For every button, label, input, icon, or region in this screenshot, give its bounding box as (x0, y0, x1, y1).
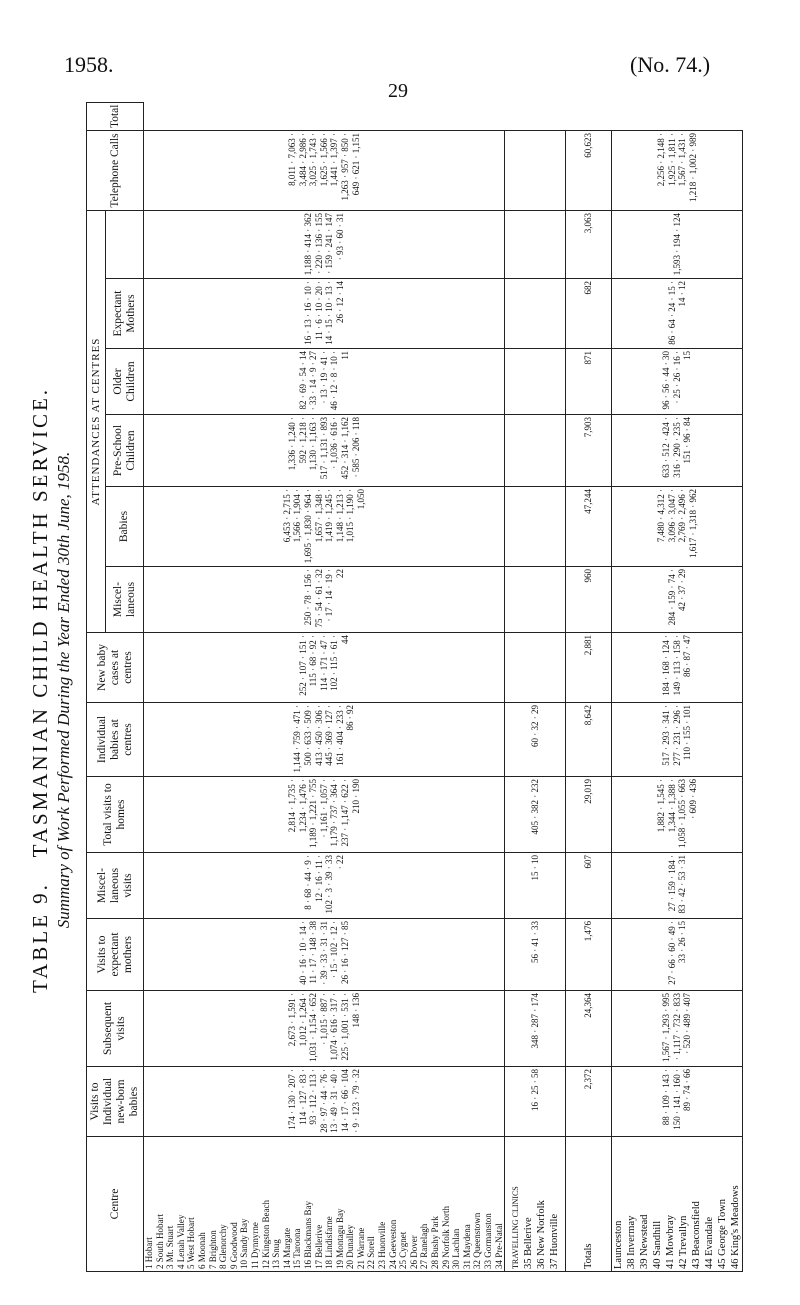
centre-name: 12 Kingston Beach (260, 1200, 271, 1269)
centre-name: 42 Trevallyn (678, 1215, 690, 1269)
value-cell: 8,011 · 7,063 · 3,484 · 2,986 · 3,025 · 1,743 · 1,625 · 1,566 · 1,441 · 1,397 · 1,263 · 957 · 850 · 649 · 621 · 1,151 (144, 131, 505, 211)
value-cell: 871 (566, 349, 612, 415)
centre-name: 8 Glenorchy (218, 1224, 229, 1269)
centre-list (505, 1137, 566, 1272)
table-title: TABLE 9. TASMANIAN CHILD HEALTH SERVICE. (28, 386, 52, 994)
col-individual-babies: Individual babies at centres (87, 703, 144, 777)
centre-name: 46 King's Meadows (730, 1185, 742, 1269)
value-cell: 250 · 78 · 156 · 75 · 54 · 61 · 32 · 17 · 14 · 19 · 22 (144, 567, 505, 633)
value-cell: 2,881 (566, 633, 612, 703)
centre-name: 7 Brighton (207, 1230, 218, 1269)
value-cell: 16 · 25 · 58 (505, 1067, 566, 1137)
col-pre-school: Pre-School Children (106, 415, 144, 487)
value-cell: 405 · 382 · 232 (505, 777, 566, 853)
col-telephone-calls: Telephone Calls (87, 131, 144, 211)
centre-list (612, 1137, 743, 1272)
centre-name: 5 West Hobart (186, 1217, 197, 1269)
value-cell: 47,244 (566, 487, 612, 567)
value-cell: 60,623 (566, 131, 612, 211)
table-row (144, 102, 505, 1271)
table-body (144, 102, 743, 1271)
centre-name: 2 South Hobart (154, 1214, 165, 1269)
centre-name: 41 Mowbray (665, 1215, 677, 1269)
value-cell: 682 (566, 279, 612, 349)
value-cell: 284 · 159 · 74 · 42 · 37 · 29 (612, 567, 743, 633)
centre-name: 45 George Town (717, 1198, 729, 1269)
col-misc-visits: Miscel-laneous visits (87, 853, 144, 919)
centre-name: 4 Lenah Valley (175, 1214, 186, 1269)
value-cell: 633 · 512 · 424 · 316 · 290 · 235 · 151 · 96 · 84 (612, 415, 743, 487)
value-cell: 184 · 168 · 124 · 149 · 113 · 158 · 86 · 87 · 47 (612, 633, 743, 703)
centre-list (144, 1137, 505, 1272)
centre-name: 40 Sandhill (652, 1220, 664, 1269)
centre-name: 13 Snug (271, 1239, 282, 1269)
centre-name: 36 New Norfolk (536, 1200, 548, 1269)
attendances-heading: ATTENDANCES AT CENTRES (87, 211, 106, 633)
centre-name: 18 Lindisfarne (324, 1216, 335, 1269)
year-header: 1958. (64, 52, 114, 77)
value-cell: 2,673 · 1,591 · 1,012 · 1,264 · 1,031 · 1,154 · 652 · 1,015 · 887 · 1,074 · 616 · 317 · 225 · 1,001 · 531 · 148 · 136 (144, 991, 505, 1067)
table-row (505, 102, 566, 1271)
centre-name: 38 Invermay (626, 1215, 638, 1269)
centre-name: Totals (583, 1243, 595, 1269)
centre-name: 31 Maydena (461, 1224, 472, 1269)
value-cell: 607 (566, 853, 612, 919)
centre-name: 6 Moonah (196, 1232, 207, 1269)
centre-name: 44 Evandale (704, 1216, 716, 1269)
centre-name: 11 Dynnyrne (249, 1222, 260, 1269)
value-cell: 29,019 (566, 777, 612, 853)
value-cell: 8,642 (566, 703, 612, 777)
centre-name: 17 Bellerive (313, 1224, 324, 1269)
centre-name: 21 Warrane (355, 1227, 366, 1269)
value-cell: 15 · 10 (505, 853, 566, 919)
centre-name: 35 Bellerive (523, 1217, 535, 1269)
centre-name: 15 Taroona (292, 1228, 303, 1269)
value-cell (505, 279, 566, 349)
centre-name: 26 Dover (408, 1235, 419, 1269)
value-cell: 1,188 · 414 · 362 · 220 · 136 · 155 · 159 · 241 · 147 · 93 · 60 · 31 (144, 211, 505, 279)
value-cell: 82 · 69 · 54 · 14 · 33 · 14 · 9 · 27 · 13 · 19 · 41 · 46 · 12 · 8 · 10 · 11 (144, 349, 505, 415)
col-centre: Centre (87, 1137, 144, 1272)
page-number: 29 (388, 80, 408, 102)
rotated-table-block (28, 100, 742, 1280)
centre-name: 32 Queenstown (472, 1212, 483, 1269)
value-cell (505, 131, 566, 211)
table-row (566, 102, 612, 1271)
value-cell: 40 · 16 · 10 · 14 · 11 · 17 · 148 · 38 · 39 · 33 · 31 · 31 · 15 · 102 · 12 · 26 · 16 · 127 · 85 (144, 919, 505, 991)
value-cell: 7,480 · 4,312 · 3,096 · 3,047 · 2,769 · 2,496 · 1,617 · 1,318 · 962 (612, 487, 743, 567)
centre-name: 27 Ranelagh (419, 1223, 430, 1269)
value-cell: 2,256 · 2,148 · 1,925 · 1,811 · 1,567 · 1,431 · 1,218 · 1,002 · 989 (612, 131, 743, 211)
value-cell: 88 · 109 · 143 · 150 · 141 · 160 · 89 · 74 · 66 (612, 1067, 743, 1137)
value-cell: 96 · 56 · 44 · 30 · 25 · 26 · 16 · 15 (612, 349, 743, 415)
col-visits-expectant: Visits to expectant mothers (87, 919, 144, 991)
col-new-baby-cases: New baby cases at centres (87, 633, 144, 703)
centre-name: 43 Beaconsfield (691, 1201, 703, 1269)
col-babies: Babies (106, 487, 144, 567)
value-cell: 252 · 107 · 151 · 115 · 68 · 92 · 114 · 171 · 47 · 102 · 115 · 61 · 44 (144, 633, 505, 703)
value-cell (505, 211, 566, 279)
value-cell (505, 415, 566, 487)
value-cell: 56 · 41 · 33 (505, 919, 566, 991)
value-cell: 24,364 (566, 991, 612, 1067)
centre-name: 16 Blackmans Bay (302, 1201, 313, 1269)
centre-name: 23 Huonville (377, 1221, 388, 1269)
centre-name: 19 Montagu Bay (334, 1208, 345, 1269)
value-cell (505, 349, 566, 415)
value-cell: 174 · 130 · 207 · 114 · 127 · 83 · 93 · 112 · 113 · 28 · 97 · 44 · 76 · 13 · 49 · 31 · 40 · 14 · 17 · 66 · 104 · 9 · 123 · 79 · 32 (144, 1067, 505, 1137)
centre-list (566, 1137, 612, 1272)
value-cell: 86 · 64 · 24 · 15 · 14 · 12 (612, 279, 743, 349)
col-total: Total (87, 102, 144, 130)
centre-name: 20 Dunalley (345, 1224, 356, 1269)
value-cell: 1,882 · 1,545 · 1,344 · 1,388 · 1,058 · 1,055 · 663 · 609 · 436 (612, 777, 743, 853)
value-cell: 27 · 159 · 184 · 83 · 42 · 53 · 31 (612, 853, 743, 919)
value-cell: 960 (566, 567, 612, 633)
value-cell: 348 · 287 · 174 (505, 991, 566, 1067)
centre-name: TRAVELLING CLINICS (511, 1186, 521, 1269)
value-cell: 517 · 293 · 341 · 277 · 231 · 296 · 110 · 155 · 101 (612, 703, 743, 777)
col-miscellaneous: Miscel-laneous (106, 567, 144, 633)
value-cell: 6,453 · 2,715 · 1,566 · 1,904 · 1,695 · 1,830 · 964 · 1,657 · 1,348 · 1,419 · 1,245 · 1,148 · 1,213 · 1,015 · 1,190 · 1,050 (144, 487, 505, 567)
centre-name: 3 Mt. Stuart (165, 1225, 176, 1269)
centre-name: 9 Goodwood (228, 1222, 239, 1269)
centre-name: 30 Lachlan (451, 1228, 462, 1269)
col-total-visits: Total visits to homes (87, 777, 144, 853)
centre-name: 24 Geeveston (387, 1219, 398, 1269)
centre-name: 29 Norfolk North (440, 1206, 451, 1269)
table-summary: Summary of Work Performed During the Year Ended 30th June, 1958. (54, 451, 73, 929)
value-cell: 2,814 · 1,735 · 1,234 · 1,476 · 1,189 · 1,221 · 755 · 1,161 · 1,057 · 1,179 · 737 · 364 · 237 · 1,147 · 622 · 210 · 190 (144, 777, 505, 853)
col-older-children: Older Children (106, 349, 144, 415)
centre-name: 34 Pre-Natal (493, 1223, 504, 1269)
value-cell: 1,593 · 194 · 124 (612, 211, 743, 279)
value-cell: 1,567 · 1,293 · 995 · 1,117 · 732 · 833 · 520 · 489 · 407 (612, 991, 743, 1067)
value-cell: 1,144 · 759 · 471 · 500 · 633 · 509 · 413 · 450 · 306 · 445 · 369 · 127 · 161 · 404 · 233 · 86 · 92 (144, 703, 505, 777)
value-cell: 7,903 (566, 415, 612, 487)
centre-name: 22 Sorell (366, 1236, 377, 1269)
centre-name: 28 Bushy Park (430, 1215, 441, 1269)
centre-name: 25 Cygnet (398, 1231, 409, 1269)
centre-name: 37 Huonville (549, 1213, 561, 1269)
value-cell: 27 · 66 · 60 · 49 · 33 · 26 · 15 (612, 919, 743, 991)
value-cell: 16 · 13 · 16 · 10 · 11 · 6 · 10 · 20 · 14 · 15 · 10 · 13 · 26 · 12 · 14 (144, 279, 505, 349)
value-cell (505, 567, 566, 633)
summary-table (86, 102, 743, 1272)
value-cell: 60 · 32 · 29 (505, 703, 566, 777)
col-expectant-mothers: Expectant Mothers (106, 279, 144, 349)
value-cell: 2,372 (566, 1067, 612, 1137)
centre-name: 14 Margate (281, 1227, 292, 1269)
value-cell (505, 487, 566, 567)
value-cell: 1,336 · 1,240 · 592 · 1,218 · 1,130 · 1,163 · 517 · 1,131 · 893 · 1,036 · 616 · 452 · 314 · 1,162 · 585 · 206 · 118 (144, 415, 505, 487)
value-cell: 8 · 68 · 44 · 9 · 12 · 16 · 11 · 102 · 3 · 39 · 33 · 22 (144, 853, 505, 919)
centre-name: 10 Sandy Bay (239, 1218, 250, 1269)
col-subsequent-visits: Subsequent visits (87, 991, 144, 1067)
centre-name: 33 Gormanston (483, 1213, 493, 1269)
col-visits-new-born: Visits to Individual new-born babies (87, 1067, 144, 1137)
centre-name: Launceston (613, 1220, 625, 1269)
value-cell (505, 633, 566, 703)
table-row (612, 102, 743, 1271)
value-cell: 3,063 (566, 211, 612, 279)
value-cell: 1,476 (566, 919, 612, 991)
paper-number: (No. 74.) (630, 52, 711, 77)
centre-name: 1 Hobart (144, 1237, 154, 1269)
centre-name: 39 Newstead (639, 1214, 651, 1269)
